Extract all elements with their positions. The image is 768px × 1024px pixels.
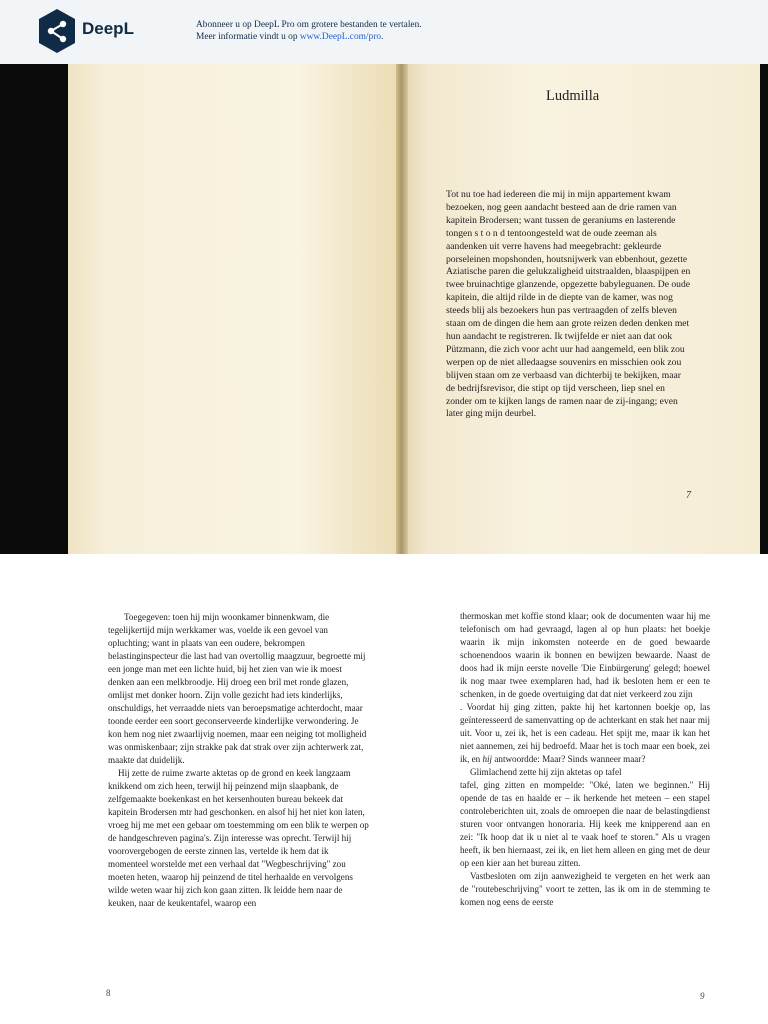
promo-line-2-prefix: Meer informatie vindt u op — [196, 32, 300, 42]
page9-paragraph-3: Glimlachend zette hij zijn aktetas op tafel — [470, 767, 622, 777]
page9-p2-text-a: . Voordat hij ging zitten, pakte hij het kartonnen boekje op, las geïnteresseerd de samenvatting op de achterkant en stak het naar mij uit. Voor u, zei ik, het is een cadeau. Het spijt me, maar ik kan het niet aannemen, zei hij bedroefd. Maar het is toch maar een boek, zei ik, en — [460, 702, 710, 764]
page-8-column — [108, 611, 370, 910]
page9-paragraph-1: thermoskan met koffie stond klaar; ook de documenten waar hij me telefonisch om had gevraagd, lagen al op hun plaats: het boekje waarin ik mijn inkomsten noteerde en de goed bewaarde schoenendoos waarin ik bonnen en bewijzen bewaarde. Naast de doos had ik mijn eerste novelle 'Die Einbürgerung' gelegd; hoewel ik nog maar twee exemplaren had, had ik besloten hem er een te schenken, in de goede overtuiging dat dat niet verkeerd zou zijn — [460, 611, 710, 699]
chapter-title: Ludmilla — [546, 88, 600, 104]
promo-line-2-suffix: . — [381, 32, 384, 42]
page9-p2-text-b: antwoordde: Maar? Sinds wanneer maar? — [492, 754, 646, 764]
promo-line-2 — [196, 31, 422, 43]
page9-paragraph-4: tafel, ging zitten en mompelde: "Oké, laten we beginnen." Hij opende de tas en haalde er – ik herkende het meteen – een stapel controleberichten uit, zoals de omroepen die naar de belastingdienst sturen voor ontvangen honoraria. Hij keek me knipperend aan en zei: "Ik hoop dat ik u niet al te vaak hoef te storen." Als u vragen heeft, ik ben hiernaast, zei ik, en liet hem alleen en ging met de deur op een kier aan het bureau zitten. — [460, 780, 710, 868]
blank-left-page — [68, 64, 398, 554]
page-number-7: 7 — [686, 490, 691, 501]
page-9-column — [460, 610, 710, 909]
deepl-banner — [0, 0, 768, 64]
promo-line-1: Abonneer u op DeepL Pro om grotere bestanden te vertalen. — [196, 20, 422, 30]
page9-p2-italic: hij — [482, 754, 493, 764]
book-spine — [396, 64, 408, 554]
chapter-opening-paragraph — [446, 189, 691, 421]
page7-paragraph: Tot nu toe had iedereen die mij in mijn appartement kwam bezoeken, nog geen aandacht besteed aan de drie ramen van kapitein Brodersen; want tussen de geraniums en lasterende tongen s t o n d tentoongesteld wat de oude zeeman als aandenken uit verre havens had meegebracht: gekleurde porseleinen mopshonden, houtsnijwerk van ebbenhout, gezette Aziatische paren die gelukzaligheid uitstraalden, blaaspijpen en twee bruinachtige glanzende, opgezette babyleguanen. De oude kapitein, die altijd rilde in de diepte van de kamer, was nog steeds blij als bezoekers hun pas vertraagden of zelfs bleven staan om de dingen die hem aan grote reizen deden denken met hun aandacht te registreren. Ik twijfelde er niet aan dat ook Pützmann, die zich voor acht uur had aangemeld, een blik zou werpen op de niet alledaagse souvenirs en misschien ook zou blijven staan om ze verbaasd van dichterbij te bekijken, maar de bedrijfsrevisor, die stipt op tijd verscheen, liep snel en zonder om te kijken langs de ramen naar de zij-ingang; even later ging mijn deurbel. — [446, 189, 691, 420]
page9-paragraph-2 — [460, 701, 710, 766]
deepl-pro-link[interactable]: www.DeepL.com/pro — [299, 32, 382, 42]
deepl-promo-text — [196, 19, 422, 43]
scanned-book-spread — [0, 64, 768, 554]
deepl-logo-icon[interactable] — [37, 8, 77, 54]
page-number-8: 8 — [106, 988, 111, 998]
deepl-brand-name: DeepL — [82, 19, 134, 38]
page9-paragraph-5: Vastbesloten om zijn aanwezigheid te vergeten en het werk aan de "routebeschrijving" voort te zetten, las ik om in de stemming te komen nog eens de eerste — [460, 871, 710, 907]
page8-paragraph-1: Toegegeven: toen hij mijn woonkamer binnenkwam, die tegelijkertijd mijn werkkamer was, voelde ik een gevoel van opluchting; want in plaats van een oudere, bekrompen belastinginspecteur die last had van overtollig maagzuur, begroette mij een jonge man met een lichte huid, bij het zien van wie ik moest denken aan een melkbroodje. Hij droeg een bril met ronde glazen, omlijst met donker hoorn. Zijn volle gezicht had iets kinderlijks, onschuldigs, het verraadde niets van beroepsmatige achterdocht, maar toonde eerder een soort geconserveerde kinderlijke verwondering. Je kon hem nog niet zwaarlijvig noemen, maar een neiging tot molligheid was onmiskenbaar; zijn strakke pak dat strak over zijn achterwerk zat, maakte dat duidelijk. — [108, 612, 367, 765]
page8-paragraph-2: Hij zette de ruime zwarte aktetas op de grond en keek langzaam knikkend om zich heen, terwijl hij peinzend mijn slaapbank, de zelfgemaakte boekenkast en het kersenhouten bureau bekeek dat kapitein Brodersen mtr had geschonken. en alsof hij het niet kon laten, vroeg hij me met een gebaar om toestemming om een blik te werpen op de handgeschreven pagina's. Zijn interesse was oprecht. Terwijl hij voorovergebogen de eerste zinnen las, vertelde ik hem dat ik momenteel worstelde met een verhaal dat "Wegbeschrijving" zou moeten heten, waarop hij peinzend de titel herhaalde en vervolgens wilde weten waar hij zich kon gaan zitten. Ik leidde hem naar de keuken, naar de keukentafel, waarop een — [108, 768, 369, 908]
page-number-9: 9 — [700, 991, 705, 1001]
